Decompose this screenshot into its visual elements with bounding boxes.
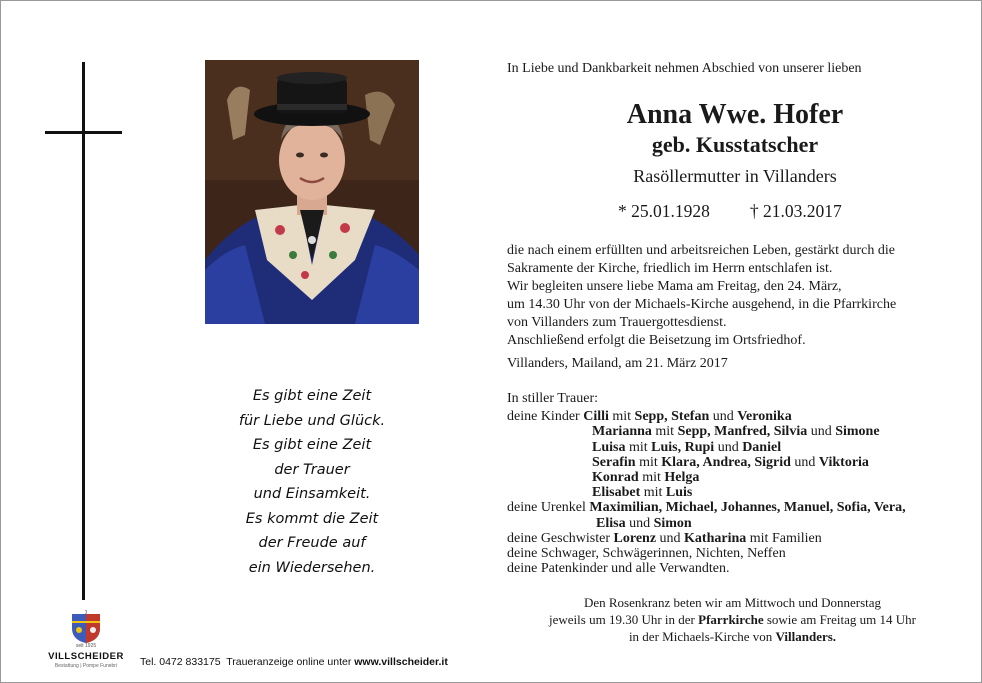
- deceased-role: Rasöllermutter in Villanders: [633, 166, 837, 186]
- death-date: † 21.03.2017: [749, 201, 842, 221]
- footer-contact: [140, 656, 448, 668]
- logo-name: VILLSCHEIDER: [48, 651, 124, 662]
- deceased-name: Anna Wwe. Hofer: [626, 99, 844, 130]
- website-link[interactable]: www.villscheider.it: [354, 656, 448, 668]
- list-item: Konrad mit Helga: [592, 470, 700, 486]
- portrait-photo: [205, 60, 419, 324]
- notice-body: [507, 242, 896, 350]
- rosary-notice: Den Rosenkranz beten wir am Mittwoch und Donnerstag jeweils um 19.30 Uhr in der Pfarrkirche sowie am Freitag um 14 Uhr in der Michaels-Kirche von Villanders.: [549, 595, 916, 644]
- poem: [205, 384, 419, 580]
- svg-text:3: 3: [84, 610, 88, 615]
- crest-icon: [66, 610, 106, 644]
- list-item: deine Patenkinder und alle Verwandten.: [507, 561, 730, 577]
- logo-subtitle: Bestattung | Pompe Funebri: [54, 663, 118, 669]
- cross-icon-horizontal: [45, 131, 122, 134]
- mourners-heading: In stiller Trauer:: [507, 391, 598, 406]
- phone: Tel. 0472 833175: [140, 656, 221, 668]
- online-label: Traueranzeige online unter: [226, 656, 352, 668]
- mourners-list: [507, 391, 906, 576]
- life-dates: [618, 201, 842, 222]
- list-item: Marianna mit Sepp, Manfred, Silvia und Simone: [592, 424, 880, 440]
- list-item: deine Geschwister Lorenz und Katharina mit Familien: [507, 530, 822, 546]
- body-line: von Villanders zum Trauergottesdienst.: [507, 315, 727, 330]
- body-line: Sakramente der Kirche, friedlich im Herrn entschlafen ist.: [507, 261, 833, 276]
- cross-icon-vertical: [82, 62, 85, 600]
- list-item: Elisabet mit Luis: [592, 485, 693, 501]
- list-item: deine Schwager, Schwägerinnen, Nichten, Neffen: [507, 546, 786, 562]
- poem-line: und Einsamkeit.: [253, 486, 371, 502]
- poem-line: der Trauer: [274, 461, 350, 478]
- list-item: deine Urenkel Maximilian, Michael, Johannes, Manuel, Sofia, Vera,: [507, 500, 906, 516]
- poem-line: ein Wiedersehen.: [248, 559, 376, 576]
- list-item: Serafin mit Klara, Andrea, Sigrid und Viktoria: [592, 454, 869, 470]
- body-line: die nach einem erfüllten und arbeitsreichen Leben, gestärkt durch die: [507, 243, 895, 258]
- birth-date: * 25.01.1928: [618, 201, 710, 221]
- maiden-name: geb. Kusstatscher: [651, 132, 819, 157]
- list-item: Elisa und Simon: [596, 515, 692, 531]
- body-line: Anschließend erfolgt die Beisetzung im Ortsfriedhof.: [507, 333, 806, 348]
- poem-line: für Liebe und Glück.: [238, 412, 386, 429]
- intro-text: In Liebe und Dankbarkeit nehmen Abschied von unserer lieben: [507, 61, 862, 76]
- poem-line: der Freude auf: [258, 535, 366, 551]
- body-line: Wir begleiten unsere liebe Mama am Freitag, den 24. März,: [507, 279, 842, 294]
- logo-since: seit 1925: [75, 643, 97, 649]
- poem-line: Es gibt eine Zeit: [252, 388, 372, 404]
- company-logo: [40, 610, 132, 669]
- list-item: deine Kinder Cilli mit Sepp, Stefan und Veronika: [507, 409, 792, 425]
- body-line: um 14.30 Uhr von der Michaels-Kirche ausgehend, in die Pfarrkirche: [507, 297, 897, 312]
- place-date: Villanders, Mailand, am 21. März 2017: [507, 356, 728, 371]
- poem-line: Es kommt die Zeit: [245, 510, 379, 527]
- list-item: Luisa mit Luis, Rupi und Daniel: [592, 439, 782, 455]
- poem-line: Es gibt eine Zeit: [252, 437, 372, 453]
